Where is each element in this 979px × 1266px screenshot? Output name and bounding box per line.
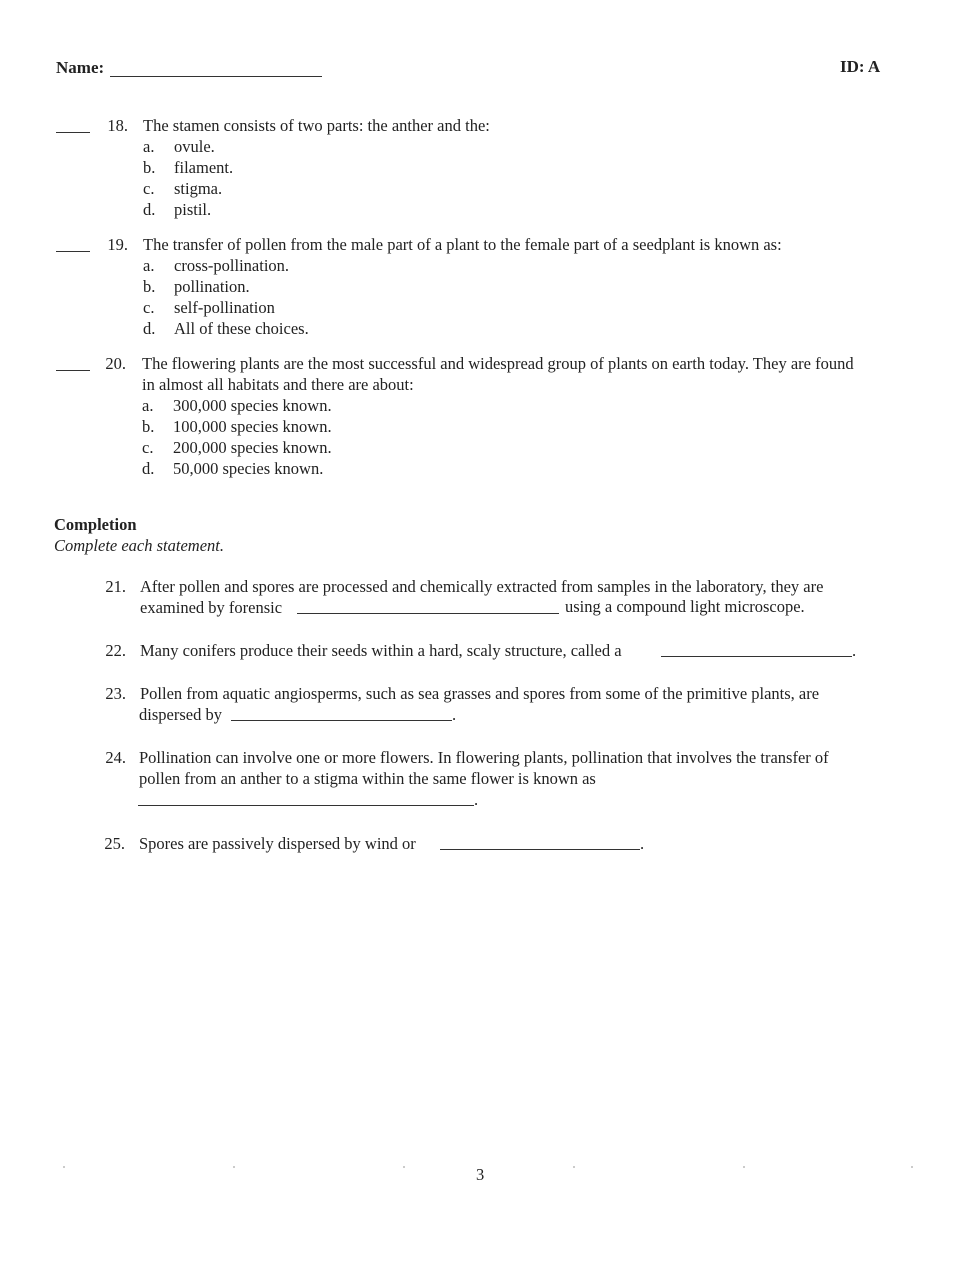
option-text: All of these choices. [174,319,309,338]
item-text: After pollen and spores are processed and chemically extracted from samples in the laboratory, they are [140,577,824,596]
item-text: Pollen from aquatic angiosperms, such as sea grasses and spores from some of the primitive plants, are [140,684,820,703]
scan-speck [63,1166,65,1168]
option-text: 200,000 species known. [173,438,332,457]
option-letter: a. [143,137,155,156]
item-text: . [640,834,645,853]
fill-in-blank[interactable] [297,613,559,614]
question-stem: The transfer of pollen from the male part of a plant to the female part of a seedplant is known as: [143,235,782,254]
item-text: examined by forensic [140,598,283,617]
question-stem: The stamen consists of two parts: the anther and the: [143,116,490,135]
option-letter: b. [142,417,155,436]
option-letter: a. [142,396,154,415]
option-text: cross-pollination. [174,256,290,275]
option-letter: d. [143,319,156,338]
item-number: 23. [105,684,126,703]
item-number: 24. [105,748,126,767]
section-instruction: Complete each statement. [54,536,224,555]
item-number: 21. [105,577,126,596]
option-letter: a. [143,256,155,275]
option-letter: d. [143,200,156,219]
fill-in-blank[interactable] [231,720,452,721]
option-text: 50,000 species known. [173,459,324,478]
answer-blank-19[interactable] [56,251,90,252]
option-text: pollination. [174,277,250,296]
item-text: pollen from an anther to a stigma within the same flower is known as [139,769,596,788]
option-letter: c. [142,438,154,457]
scan-speck [403,1166,405,1168]
question-stem: in almost all habitats and there are about: [142,375,414,394]
item-text: dispersed by [139,705,222,724]
scan-speck [573,1166,575,1168]
fill-in-blank[interactable] [661,656,852,657]
item-text: Spores are passively dispersed by wind or [139,834,416,853]
item-text: Pollination can involve one or more flowers. In flowering plants, pollination that involves the transfer of [139,748,829,767]
section-heading: Completion [54,515,137,534]
item-text: Many conifers produce their seeds within a hard, scaly structure, called a [140,641,622,660]
id-label: ID: A [840,57,881,76]
answer-blank-18[interactable] [56,132,90,133]
question-stem: The flowering plants are the most successful and widespread group of plants on earth today. They are found [142,354,854,373]
answer-blank-20[interactable] [56,370,90,371]
item-number: 22. [105,641,126,660]
item-text: using a compound light microscope. [565,597,805,616]
option-text: stigma. [174,179,223,198]
question-number: 18. [107,116,128,135]
scan-speck [911,1166,913,1168]
option-letter: d. [142,459,155,478]
name-label: Name: [56,58,105,77]
item-number: 25. [104,834,125,853]
fill-in-blank[interactable] [138,805,474,806]
option-text: 300,000 species known. [173,396,332,415]
question-number: 19. [107,235,128,254]
option-letter: c. [143,179,155,198]
option-text: ovule. [174,137,215,156]
item-text: . [452,705,457,724]
option-text: 100,000 species known. [173,417,332,436]
option-text: self-pollination [174,298,275,317]
fill-in-blank[interactable] [440,849,640,850]
option-letter: b. [143,277,156,296]
name-blank[interactable] [110,76,322,77]
option-text: pistil. [174,200,212,219]
question-number: 20. [105,354,126,373]
option-text: filament. [174,158,234,177]
scan-speck [743,1166,745,1168]
option-letter: b. [143,158,156,177]
page-number: 3 [476,1165,485,1184]
item-text: . [852,641,857,660]
scan-speck [233,1166,235,1168]
item-text: . [474,790,479,809]
option-letter: c. [143,298,155,317]
